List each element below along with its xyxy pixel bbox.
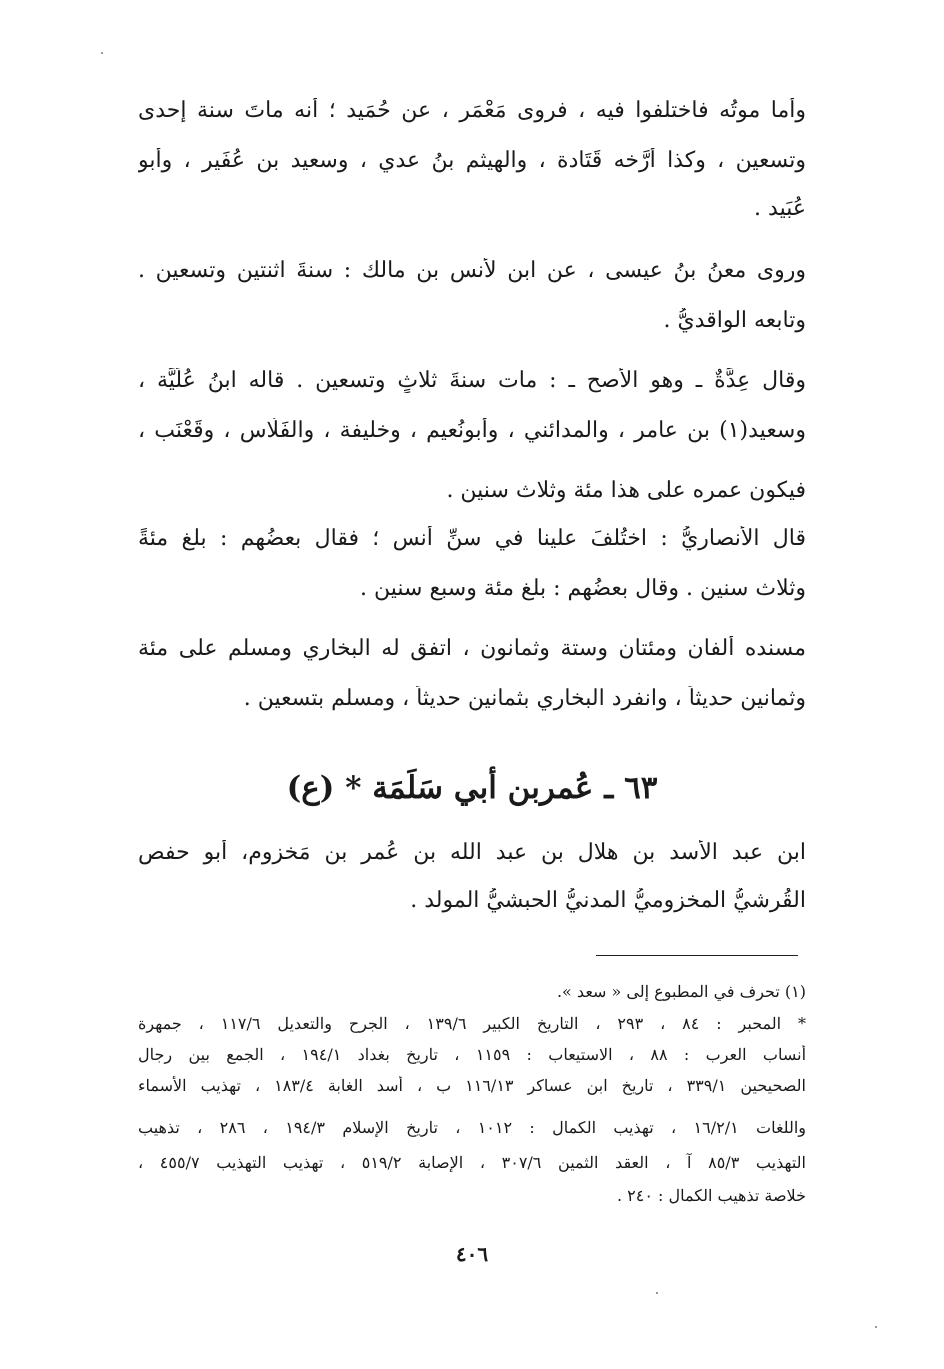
footnote-2-line: الصحيحين ٣٣٩/١ ، تاريخ ابن عساكر ١١٦/١٣ ب ، أسد الغابة ١٨٣/٤ ، تهذيب الأسماء: [138, 1076, 806, 1095]
footnote-2-line: خلاصة تذهيب الكمال : ٢٤٠ .: [616, 1186, 806, 1205]
footnote-divider: [596, 955, 798, 956]
footnote-1: (١) تحرف في المطبوع إلى « سعد ».: [556, 982, 806, 1001]
body-line-9: قال الأنصاريُّ : اختُلفَ علينا في سنِّ أنس ؛ فقال بعضُهم : بلغ مئةً: [138, 526, 806, 551]
body-line-3: عُبَيد .: [754, 196, 806, 221]
body-line-4: وروى معنُ بنُ عيسى ، عن ابنٍ لأنس بن مالك : سنةَ اثنتين وتسعين .: [138, 258, 806, 283]
bio-line-2: القُرشيُّ المخزوميُّ المدنيُّ الحبشيُّ المولد .: [410, 888, 806, 913]
scan-speck: [875, 1326, 877, 1328]
scan-speck: [656, 1292, 658, 1294]
footnote-2-line: * المحبر : ٨٤ ، ٢٩٣ ، التاريخ الكبير ١٣٩/٦ ، الجرح والتعديل ١١٧/٦ ، جمهرة: [138, 1014, 806, 1033]
footnote-2-line: أنساب العرب : ٨٨ ، الاستيعاب : ١١٥٩ ، تاريخ بغداد ١٩٤/١ ، الجمع بين رجال: [138, 1045, 806, 1064]
footnote-2-line: التهذيب ٨٥/٣ آ ، العقد الثمين ٣٠٧/٦ ، الإصابة ٥١٩/٢ ، تهذيب التهذيب ٤٥٥/٧ ،: [138, 1153, 806, 1172]
body-line-7: وسعيد(١) بن عامر ، والمدائني ، وأبونُعيم ، وخليفة ، والفَلَّاس ، وقَعْنَب ،: [138, 418, 806, 443]
body-line-10: وثلاث سنين . وقال بعضُهم : بلغ مئة وسبع سنين .: [360, 576, 806, 601]
body-line-11: مسنده ألفان ومئتان وستة وثمانون ، اتفق له البخاري ومسلم على مئة: [138, 636, 806, 661]
scan-speck: [101, 52, 103, 54]
body-line-1: وأما موتُه فاختلفوا فيه ، فروى مَعْمَر ، عن حُمَيد ؛ أنه ماتَ سنة إحدى: [138, 98, 806, 123]
body-line-6: وقال عِدَّةٌ ـ وهو الأصح ـ : مات سنةَ ثلاثٍ وتسعين . قاله ابنُ عُلَيَّة ،: [138, 368, 806, 393]
body-line-8: فيكون عمره على هذا مئة وثلاث سنين .: [446, 478, 806, 503]
bio-line-1: ابن عبد الأسد بن هلال بن عبد الله بن عُمر بن مَخزوم، أبو حفص: [138, 840, 806, 865]
entry-heading: ٦٣ ـ عُمربن أبي سَلَمَة * (ع): [286, 770, 658, 806]
body-line-2: وتسعين ، وكذا أرَّخه قَتَادة ، والهيثم بنُ عدي ، وسعيد بن عُفَير ، وأبو: [138, 148, 806, 173]
body-line-5: وتابعه الواقديُّ .: [663, 308, 806, 333]
body-line-12: وثمانين حديثاً ، وانفرد البخاري بثمانين حديثاً ، ومسلم بتسعين .: [243, 686, 806, 711]
footnote-2-line: واللغات ١٦/٢/١ ، تهذيب الكمال : ١٠١٢ ، تاريخ الإسلام ١٩٤/٣ ، ٢٨٦ ، تذهيب: [138, 1118, 806, 1137]
page-number: ٤٠٦: [455, 1242, 489, 1266]
